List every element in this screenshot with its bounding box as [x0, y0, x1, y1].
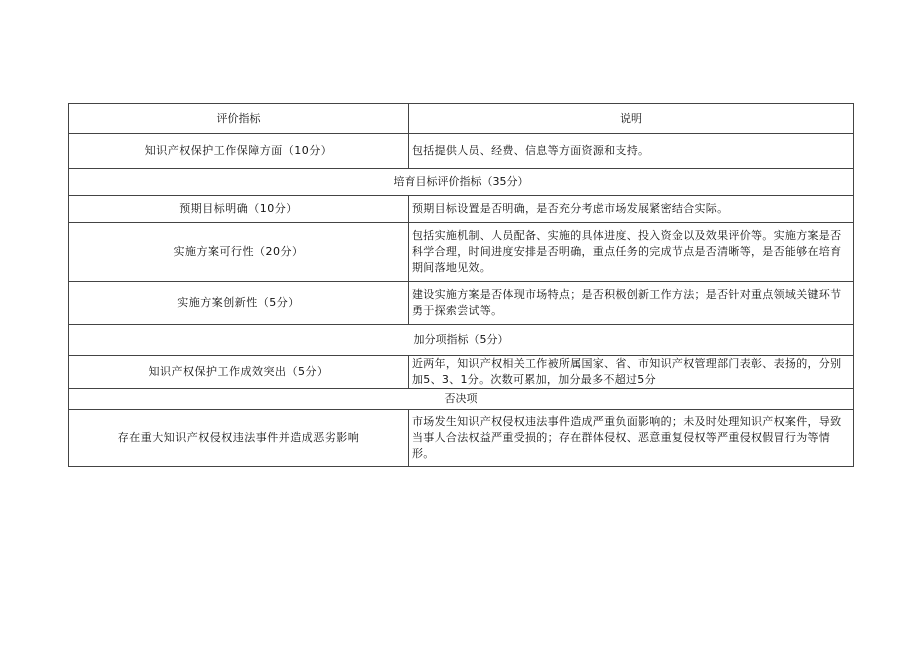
indicator-cell: 知识产权保护工作保障方面（10分）: [69, 134, 409, 169]
indicator-cell: 存在重大知识产权侵权违法事件并造成恶劣影响: [69, 410, 409, 467]
section-row: [69, 325, 854, 356]
description-cell: 包括提供人员、经费、信息等方面资源和支持。: [409, 134, 854, 169]
table-header-row: [69, 104, 854, 134]
description-cell: 包括实施机制、人员配备、实施的具体进度、投入资金以及效果评价等。实施方案是否科学合理，时间进度安排是否明确，重点任务的完成节点是否清晰等，是否能够在培育期间落地见效。: [409, 223, 854, 282]
table-row: [69, 410, 854, 467]
table-row: [69, 134, 854, 169]
header-description: 说明: [409, 104, 854, 134]
table-row: [69, 223, 854, 282]
indicator-cell: 实施方案创新性（5分）: [69, 282, 409, 325]
evaluation-table: [68, 103, 854, 467]
description-cell: 近两年，知识产权相关工作被所属国家、省、市知识产权管理部门表彰、表扬的，分别加5、3、1分。次数可累加，加分最多不超过5分: [409, 356, 854, 389]
indicator-cell: 知识产权保护工作成效突出（5分）: [69, 356, 409, 389]
indicator-cell: 预期目标明确（10分）: [69, 196, 409, 223]
description-cell: 预期目标设置是否明确，是否充分考虑市场发展紧密结合实际。: [409, 196, 854, 223]
section-row: [69, 389, 854, 410]
section-row: [69, 169, 854, 196]
section-title: 否决项: [69, 389, 854, 410]
table-row: [69, 196, 854, 223]
section-title: 加分项指标（5分）: [69, 325, 854, 356]
table-row: [69, 282, 854, 325]
header-indicator: 评价指标: [69, 104, 409, 134]
section-title: 培育目标评价指标（35分）: [69, 169, 854, 196]
table-row: [69, 356, 854, 389]
description-cell: 市场发生知识产权侵权违法事件造成严重负面影响的；未及时处理知识产权案件，导致当事人合法权益严重受损的；存在群体侵权、恶意重复侵权等严重侵权假冒行为等情形。: [409, 410, 854, 467]
indicator-cell: 实施方案可行性（20分）: [69, 223, 409, 282]
description-cell: 建设实施方案是否体现市场特点；是否积极创新工作方法；是否针对重点领域关键环节勇于探索尝试等。: [409, 282, 854, 325]
